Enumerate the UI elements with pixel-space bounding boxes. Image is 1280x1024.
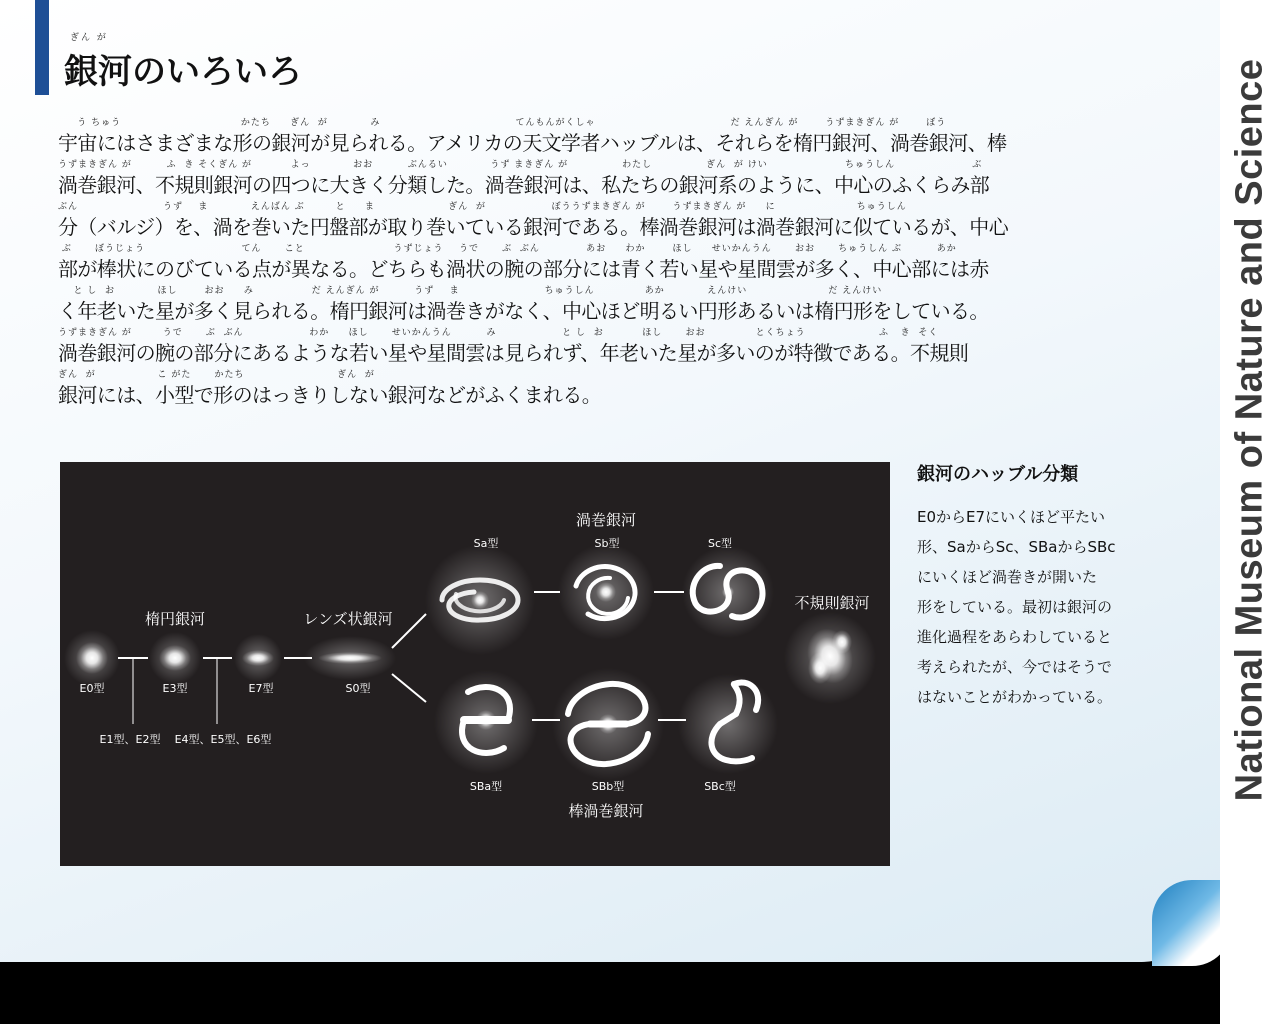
label-irregular: 不規則銀河	[794, 594, 870, 612]
text-line: 宇宙にはさまざまな形の銀河が見られる。アメリカの天文学者ハッブルは、それらを楕円銀河、渦巻銀河、棒	[58, 131, 1007, 155]
irregular-galaxy	[784, 612, 876, 704]
body-line	[58, 199, 1168, 241]
type-s0: S0型	[345, 682, 371, 695]
ruby-line: うずまきぎん が ふ き そくぎん が よっ おお ぶんるい うず まきぎん が わたし ぎん が けい ちゅうしん ぶ	[58, 160, 983, 170]
body-line	[58, 325, 1168, 367]
label-lenticular: レンズ状銀河	[303, 610, 393, 628]
galaxy-irr-lobe	[808, 652, 832, 684]
body-text	[58, 115, 1168, 409]
ruby-line: ぶん うず ま えんばん ぶ と ま ぎん が ぼううずまきぎん が うずまきぎん が に ちゅうしん	[58, 202, 907, 212]
ruby-line: うずまきぎん が うで ぶ ぶん わか ほし せいかんうん み と し お ほし おお とくちょう ふ き そく	[58, 328, 939, 338]
ruby-line: う ちゅう かたち ぎん が み てんもんがくしゃ だ えんぎん が うずまきぎん が ぼう	[58, 118, 947, 128]
body-line	[58, 157, 1168, 199]
label-barred-spiral: 棒渦巻銀河	[568, 802, 644, 820]
ruby-line: ぎん が こ がた かたち ぎん が	[58, 370, 375, 380]
connector-line	[392, 614, 426, 648]
type-sa: Sa型	[473, 537, 499, 550]
hubble-diagram	[60, 462, 890, 866]
connector-line	[392, 674, 426, 702]
label-elliptical: 楕円銀河	[144, 610, 206, 628]
label-spiral: 渦巻銀河	[575, 511, 637, 529]
body-line	[58, 283, 1168, 325]
spiral-galaxies	[425, 544, 778, 780]
type-e7: E7型	[248, 682, 274, 695]
title-ruby: ぎん が	[70, 33, 108, 43]
text-line: 渦巻銀河の腕の部分にあるような若い星や星間雲は見られず、年老いた星が多いのが特徴である。不規則	[58, 341, 969, 365]
galaxy-e3	[159, 645, 191, 671]
type-sbb: SBb型	[591, 780, 625, 793]
ruby-line: と し お ほし おお み だ えんぎん が うず ま ちゅうしん あか えんけい だ えんけい	[58, 286, 883, 296]
text-line: 分（バルジ）を、渦を巻いた円盤部が取り巻いている銀河である。棒渦巻銀河は渦巻銀河に似ているが、中心	[58, 215, 1009, 239]
title-accent-bar	[35, 0, 49, 95]
type-sbc: SBc型	[704, 780, 736, 793]
type-sc: Sc型	[707, 537, 733, 550]
body-line	[58, 115, 1168, 157]
body-line	[58, 367, 1168, 409]
ruby-line: ぶ ぼうじょう てん こと うずじょう うで ぶ ぶん あお わか ほし せいかんうん おお ちゅうしん ぶ あか	[58, 244, 957, 254]
galaxy-irr-lobe	[832, 630, 852, 654]
body-line	[58, 241, 1168, 283]
text-line: く年老いた星が多く見られる。楕円銀河は渦巻きがなく、中心ほど明るい円形あるいは楕円形をしている。	[58, 299, 989, 323]
galaxy-s0	[318, 652, 382, 664]
page-title: 銀河のいろいろ	[64, 52, 302, 92]
type-sba: SBa型	[469, 780, 503, 793]
museum-name-vertical: National Museum of Nature and Science	[1228, 58, 1271, 802]
text-line: 部が棒状にのびている点が異なる。どちらも渦状の腕の部分には青く若い星や星間雲が多く、中心部には赤	[58, 257, 989, 281]
type-e4-e6: E4型、E5型、E6型	[174, 733, 272, 746]
type-e3: E3型	[162, 682, 188, 695]
type-e0: E0型	[79, 682, 105, 695]
galaxy-e7	[242, 650, 274, 666]
text-line: 銀河には、小型で形のはっきりしない銀河などがふくまれる。	[58, 383, 602, 407]
side-text: E0からE7にいくほど平たい 形、SaからSc、SBaからSBc にいくほど渦巻きが開いた 形をしている。最初は銀河の 進化過程をあらわしていると 考えられたが、今ではそうで はないことがわかっている。	[917, 508, 1116, 706]
type-sb: Sb型	[594, 537, 620, 550]
type-e1-e2: E1型、E2型	[99, 733, 161, 746]
text-line: 渦巻銀河、不規則銀河の四つに大きく分類した。渦巻銀河は、私たちの銀河系のように、中心のふくらみ部	[58, 173, 990, 197]
side-title: 銀河のハッブル分類	[917, 464, 1079, 485]
galaxy-e0	[76, 642, 108, 674]
hubble-diagram-svg	[60, 462, 890, 866]
